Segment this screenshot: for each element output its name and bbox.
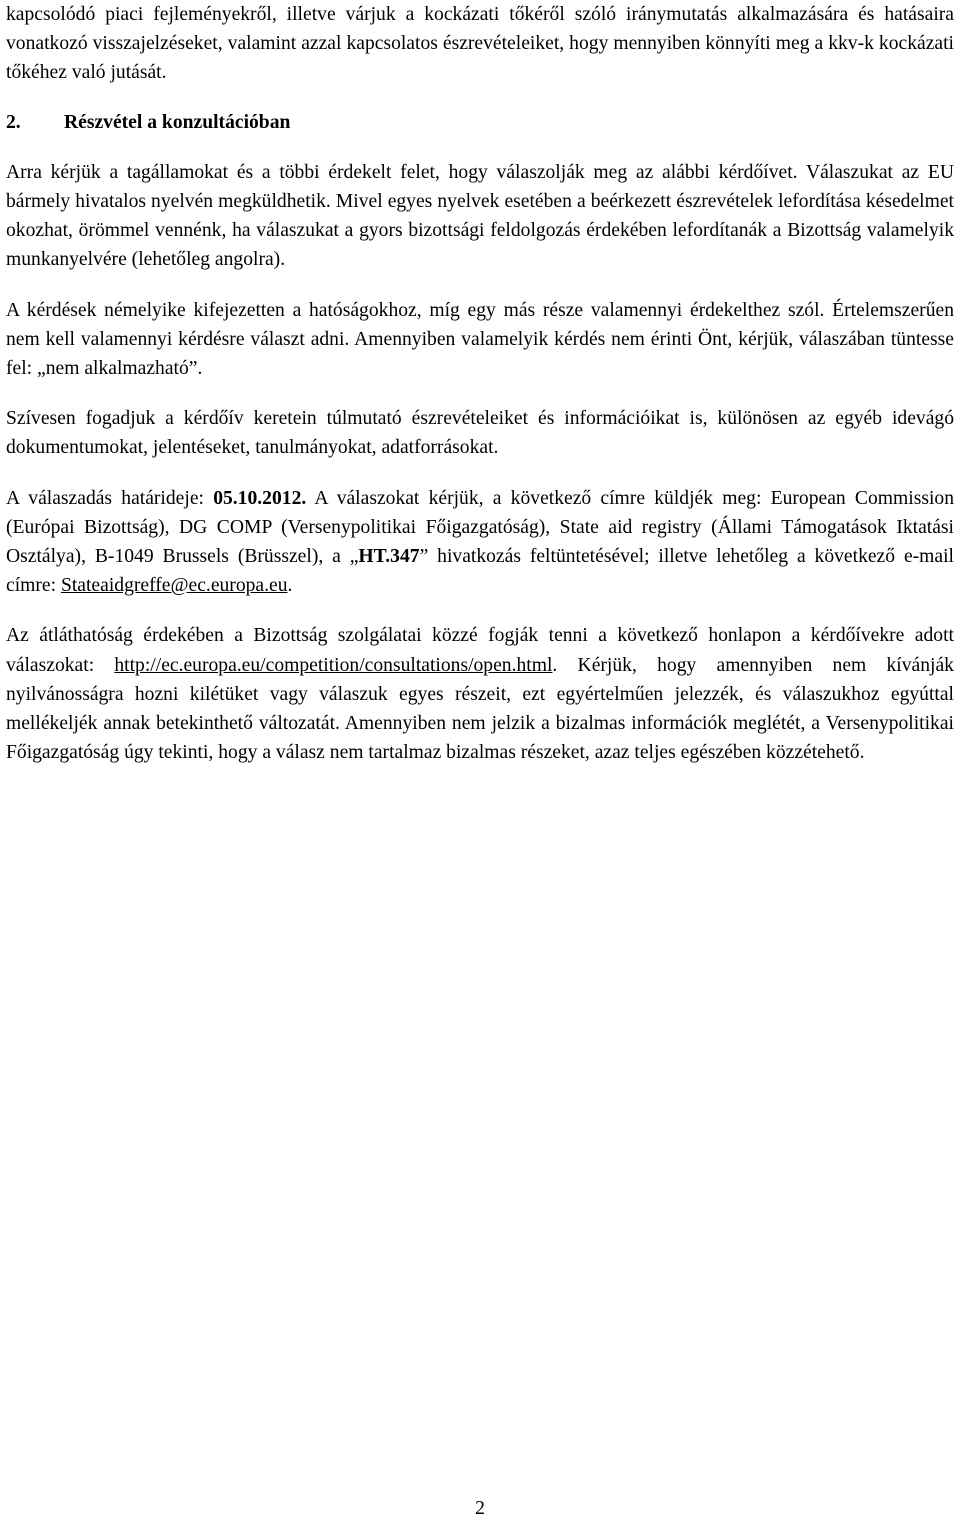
document-page <box>6 0 954 767</box>
paragraph-questions-scope: A kérdések némelyike kifejezetten a hatóságokhoz, míg egy más része valamennyi érdekelthez szól. Értelemszerűen nem kell valamennyi kérdésre választ adni. Amennyiben valamelyik kérdés nem érinti Önt, kérjük, válaszában tüntesse fel: „nem alkalmazható”. <box>6 299 954 380</box>
consultation-url-link[interactable]: http://ec.europa.eu/competition/consultations/open.html <box>114 654 553 676</box>
paragraph-consultation-request: Arra kérjük a tagállamokat és a többi érdekelt felet, hogy válaszolják meg az alábbi kérdőívet. Válaszukat az EU bármely hivatalos nyelvén megküldhetik. Mivel egyes nyelvek esetében a beérkezett észrevételek lefordítása késedelmet okozhat, örömmel vennénk, ha válaszukat a gyors bizottsági feldolgozás érdekében lefordítanák a Bizottság valamelyik munkanyelvére (lehetőleg angolra). <box>6 161 954 271</box>
intro-paragraph: kapcsolódó piaci fejleményekről, illetve várjuk a kockázati tőkéről szóló iránymutatás alkalmazására és hatásaira vonatkozó visszajelzéseket, valamint azzal kapcsolatos észrevételeiket, hogy mennyiben könnyíti meg a kkv-k kockázati tőkéhez való jutását. <box>6 4 954 84</box>
paragraph-additional-info: Szívesen fogadjuk a kérdőív keretein túlmutató észrevételeiket és információikat is, különösen az egyéb idevágó dokumentumokat, jelentéseket, tanulmányokat, adatforrásokat. <box>6 408 954 459</box>
deadline-date: 05.10.2012. <box>213 487 307 509</box>
transparency-tail: . Kérjük, hogy amennyiben nem kívánják nyilvánosságra hozni kilétüket vagy válaszuk egyes részeit, ezt egyértelműen jelezzék, és válaszukhoz egyúttal mellékeljék annak betekinthető változatát. Amennyiben nem jelzik a bizalmas információk meglétét, a Versenypolitikai Főigazgatóság úgy tekinti, hogy a válasz nem tartalmaz bizalmas részeket, azaz teljes egészében közzétehető. <box>6 654 954 764</box>
paragraph-deadline <box>6 484 954 601</box>
section-title: Részvétel a konzultációban <box>64 111 291 133</box>
deadline-end: . <box>287 575 293 597</box>
deadline-address: A válaszokat kérjük, a következő címre küldjék meg: European Commission (Európai Bizottság), DG COMP (Versenypolitikai Főigazgatóság), State aid registry (Állami Támogatások Iktatási Osztálya), B-1049 Brussels (Brüsszel), a „ <box>6 487 954 568</box>
transparency-lead: Az átláthatóság érdekében a Bizottság szolgálatai közzé fogják tenni a következő honlapon a kérdőívekre adott válaszokat: <box>6 625 954 676</box>
section-heading <box>6 108 954 137</box>
deadline-lead: A válaszadás határideje: <box>6 487 214 509</box>
page-number: 2 <box>475 1498 485 1519</box>
section-number: 2. <box>6 111 21 133</box>
reference-code: HT.347 <box>358 546 420 568</box>
deadline-email-lead: ” hivatkozás feltüntetésével; illetve lehetőleg a következő e-mail címre: <box>6 546 954 597</box>
paragraph-transparency <box>6 621 954 767</box>
email-link[interactable]: Stateaidgreffe@ec.europa.eu <box>60 575 288 597</box>
